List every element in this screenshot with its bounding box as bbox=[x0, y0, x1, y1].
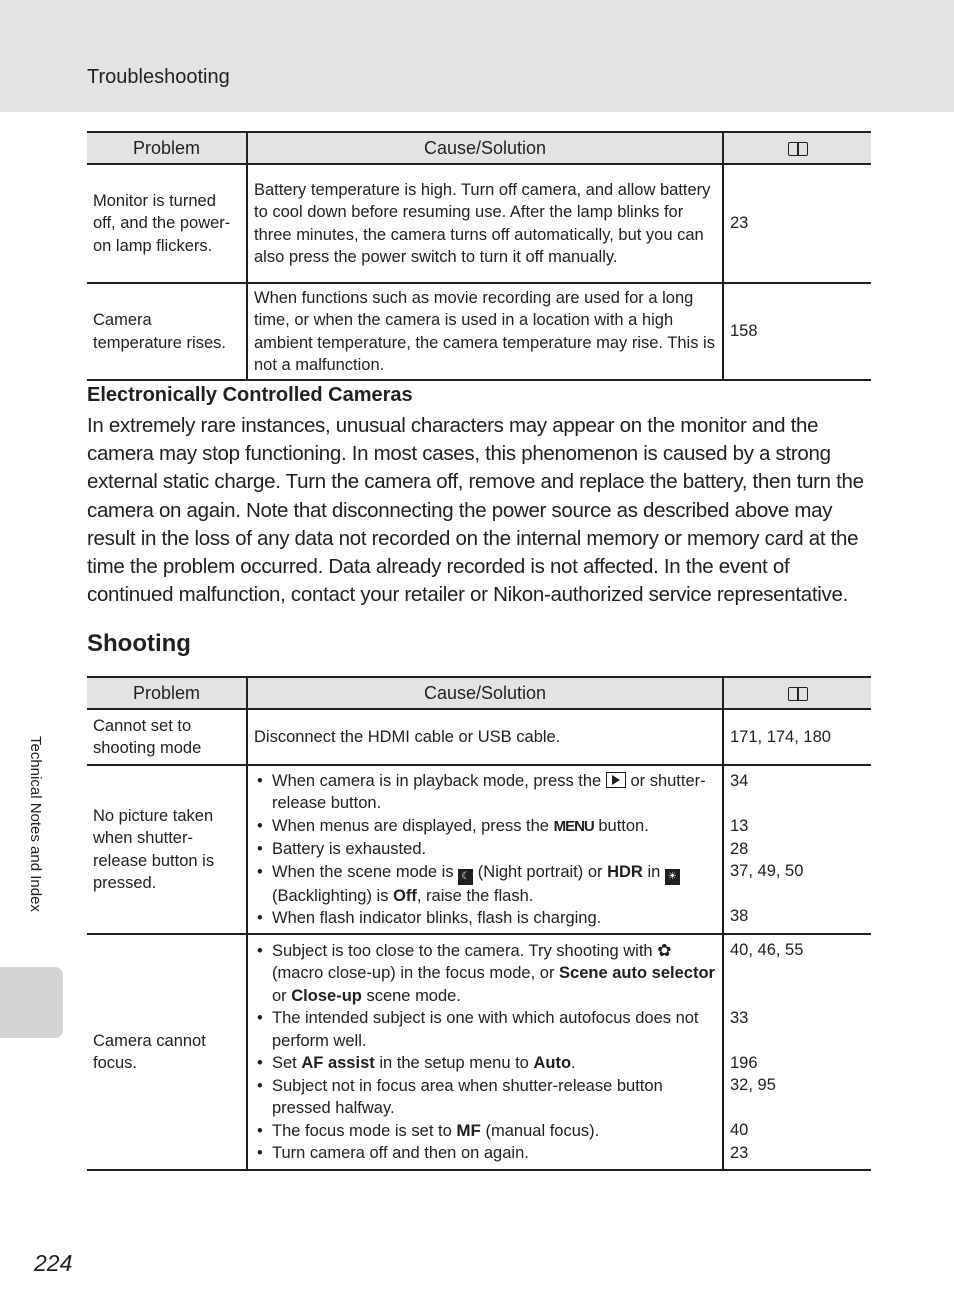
macro-close-up-icon: ✿ bbox=[657, 940, 672, 960]
book-reference-icon bbox=[788, 141, 808, 157]
night-portrait-icon: ☾ bbox=[458, 869, 473, 885]
reference-value: 28 bbox=[730, 839, 749, 858]
cause-cell: Disconnect the HDMI cable or USB cable. bbox=[247, 709, 723, 765]
reference-cell: 171, 174, 180 bbox=[723, 709, 871, 765]
reference-value: 38 bbox=[730, 907, 749, 925]
side-section-label-text: Technical Notes and Index bbox=[27, 736, 44, 912]
reference-cell: 158 bbox=[723, 283, 871, 380]
list-item: • When the scene mode is ☾ (Night portrait) or HDR in ☀ (Backlighting) is Off, raise the flash. bbox=[272, 861, 716, 908]
section-tab bbox=[0, 967, 63, 1038]
reference-value: 13 bbox=[730, 817, 749, 835]
section-heading: Electronically Controlled Cameras bbox=[87, 384, 413, 406]
cause-cell bbox=[247, 765, 723, 934]
reference-cell bbox=[723, 765, 871, 934]
list-item: • The focus mode is set to MF (manual focus). bbox=[272, 1120, 716, 1143]
table-header-row bbox=[87, 132, 871, 164]
list-item: • Turn camera off and then on again. bbox=[272, 1142, 716, 1165]
troubleshooting-table-shooting bbox=[87, 676, 871, 1171]
problem-column-header: Problem bbox=[87, 132, 247, 164]
cause-cell: When functions such as movie recording are used for a long time, or when the camera is used in a location with a high ambient temperature, the camera temperature may rise. This is not a malfunction. bbox=[247, 283, 723, 380]
table-row bbox=[87, 765, 871, 934]
cause-cell bbox=[247, 934, 723, 1170]
list-item: • Set AF assist in the setup menu to Auto. bbox=[272, 1052, 716, 1075]
reference-value: 32, 95 bbox=[730, 1076, 776, 1094]
page-number: 224 bbox=[34, 1250, 73, 1276]
reference-value: 34 bbox=[730, 772, 749, 790]
reference-cell bbox=[723, 934, 871, 1170]
problem-cell: No picture taken when shutter-release button is pressed. bbox=[87, 765, 247, 934]
troubleshooting-table-monitor bbox=[87, 131, 871, 381]
table-row bbox=[87, 283, 871, 380]
list-item: • When menus are displayed, press the MENU button. bbox=[272, 815, 716, 839]
manual-focus-icon: MF bbox=[456, 1120, 481, 1140]
header-band bbox=[0, 0, 954, 112]
reference-column-header bbox=[723, 132, 871, 164]
reference-value: 40, 46, 55 bbox=[730, 941, 804, 959]
problem-cell: Camera cannot focus. bbox=[87, 934, 247, 1170]
list-item: • Battery is exhausted. bbox=[272, 838, 716, 861]
shooting-heading: Shooting bbox=[87, 630, 191, 657]
reference-value: 33 bbox=[730, 1008, 749, 1027]
reference-value: 40 bbox=[730, 1121, 749, 1139]
problem-column-header: Problem bbox=[87, 677, 247, 709]
list-item: • Subject not in focus area when shutter-release button pressed halfway. bbox=[272, 1075, 716, 1120]
reference-value: 37, 49, 50 bbox=[730, 862, 804, 880]
reference-cell: 23 bbox=[723, 164, 871, 283]
list-item: • When camera is in playback mode, press the or shutter-release button. bbox=[272, 770, 716, 815]
problem-cell: Cannot set to shooting mode bbox=[87, 709, 247, 765]
book-reference-icon bbox=[788, 686, 808, 702]
menu-button-icon: MENU bbox=[553, 817, 594, 835]
problem-cell: Camera temperature rises. bbox=[87, 283, 247, 380]
list-item: • When flash indicator blinks, flash is charging. bbox=[272, 907, 716, 930]
table-row bbox=[87, 934, 871, 1170]
cause-column-header: Cause/Solution bbox=[247, 677, 723, 709]
reference-column-header bbox=[723, 677, 871, 709]
table-header-row bbox=[87, 677, 871, 709]
side-section-label bbox=[24, 736, 44, 956]
table-row bbox=[87, 164, 871, 283]
playback-button-icon bbox=[606, 772, 626, 788]
list-item: • The intended subject is one with which autofocus does not perform well. bbox=[272, 1007, 716, 1052]
page-header-title: Troubleshooting bbox=[87, 66, 230, 88]
backlighting-icon: ☀ bbox=[665, 869, 680, 885]
cause-cell: Battery temperature is high. Turn off camera, and allow battery to cool down before resuming use. After the lamp blinks for three minutes, the camera turns off automatically, but you can also press the power switch to turn it off manually. bbox=[247, 164, 723, 283]
reference-value: 196 bbox=[730, 1053, 758, 1072]
table-row bbox=[87, 709, 871, 765]
cause-column-header: Cause/Solution bbox=[247, 132, 723, 164]
reference-value: 23 bbox=[730, 1143, 749, 1162]
problem-cell: Monitor is turned off, and the power-on lamp flickers. bbox=[87, 164, 247, 283]
list-item: • Subject is too close to the camera. Try shooting with ✿ (macro close-up) in the focus mode, or Scene auto selector or Close-up scene mode. bbox=[272, 940, 716, 1008]
section-paragraph: In extremely rare instances, unusual characters may appear on the monitor and the camera may stop functioning. In most cases, this phenomenon is caused by a strong external static charge. Turn the camera off, remove and replace the battery, then turn the camera on again. Note that disconnecting the power source as described above may result in the loss of any data not recorded on the internal memory or memory card at the time the problem occurred. Data already recorded is not affected. In the event of continued malfunction, contact your retailer or Nikon-authorized service representative. bbox=[87, 414, 864, 607]
